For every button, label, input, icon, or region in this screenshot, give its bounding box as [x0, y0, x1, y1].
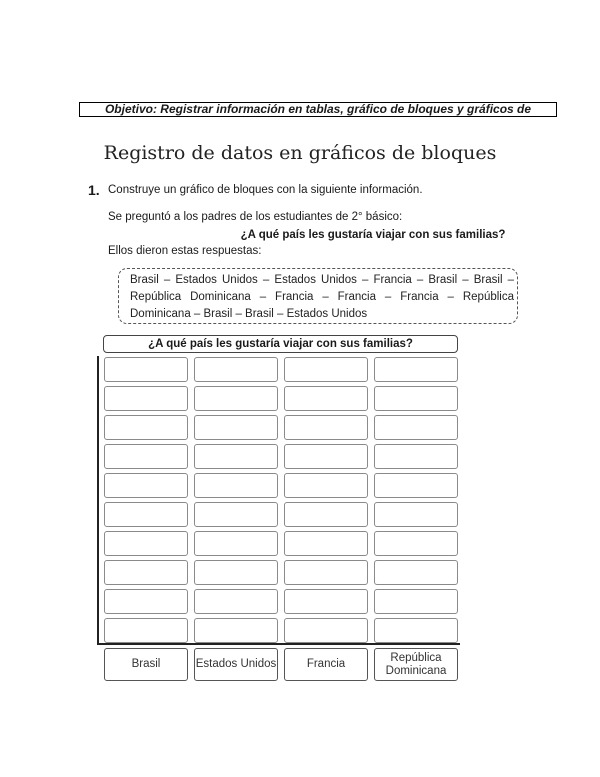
block-cell[interactable] — [104, 560, 188, 585]
block-cell[interactable] — [194, 618, 278, 643]
block-cell[interactable] — [374, 444, 458, 469]
block-cell[interactable] — [374, 502, 458, 527]
exercise-instruction: Construye un gráfico de bloques con la siguiente información. — [108, 184, 423, 196]
block-cell[interactable] — [284, 560, 368, 585]
block-cell[interactable] — [104, 502, 188, 527]
block-cell[interactable] — [284, 618, 368, 643]
block-cell[interactable] — [284, 386, 368, 411]
block-cell[interactable] — [374, 560, 458, 585]
block-column — [374, 356, 458, 643]
block-cell[interactable] — [194, 560, 278, 585]
block-cell[interactable] — [284, 444, 368, 469]
block-cell[interactable] — [194, 531, 278, 556]
block-cell[interactable] — [104, 589, 188, 614]
category-label-estados-unidos: Estados Unidos — [194, 648, 278, 681]
block-cell[interactable] — [104, 531, 188, 556]
block-cell[interactable] — [194, 415, 278, 440]
x-axis — [97, 643, 460, 645]
block-cell[interactable] — [374, 589, 458, 614]
block-column — [284, 356, 368, 643]
block-cell[interactable] — [284, 531, 368, 556]
block-cell[interactable] — [374, 618, 458, 643]
category-label-francia: Francia — [284, 648, 368, 681]
block-cell[interactable] — [374, 473, 458, 498]
block-cell[interactable] — [104, 444, 188, 469]
y-axis — [97, 356, 99, 645]
block-cell[interactable] — [284, 473, 368, 498]
objective-banner: Objetivo: Registrar información en tablas, gráfico de bloques y gráficos de — [79, 102, 557, 117]
category-label-brasil: Brasil — [104, 648, 188, 681]
block-cell[interactable] — [194, 589, 278, 614]
category-label-republica-dominicana: República Dominicana — [374, 648, 458, 681]
block-cell[interactable] — [194, 444, 278, 469]
exercise-number: 1. — [88, 182, 100, 198]
block-cell[interactable] — [374, 531, 458, 556]
block-cell[interactable] — [104, 473, 188, 498]
answers-list: Brasil – Estados Unidos – Estados Unidos – Francia – Brasil – Brasil – República Dominicana – Francia – Francia – Francia – República Dominicana – Brasil – Brasil – Estados Unidos — [130, 274, 514, 320]
block-cell[interactable] — [374, 415, 458, 440]
block-cell[interactable] — [104, 415, 188, 440]
block-cell[interactable] — [104, 618, 188, 643]
block-cell[interactable] — [374, 357, 458, 382]
block-cell[interactable] — [284, 357, 368, 382]
block-cell[interactable] — [194, 357, 278, 382]
block-cell[interactable] — [284, 415, 368, 440]
block-cell[interactable] — [194, 386, 278, 411]
block-column — [104, 356, 188, 643]
context-answers-intro: Ellos dieron estas respuestas: — [108, 245, 262, 257]
block-column — [194, 356, 278, 643]
block-cell[interactable] — [284, 502, 368, 527]
block-cell[interactable] — [104, 386, 188, 411]
block-cell[interactable] — [194, 502, 278, 527]
context-line: Se preguntó a los padres de los estudiantes de 2° básico: — [108, 211, 403, 223]
block-grid — [104, 356, 459, 643]
block-cell[interactable] — [194, 473, 278, 498]
survey-question: ¿A qué país les gustaría viajar con sus familias? — [240, 229, 506, 241]
page-title: Registro de datos en gráficos de bloques — [103, 142, 497, 164]
chart-title: ¿A qué país les gustaría viajar con sus familias? — [103, 335, 458, 353]
block-cell[interactable] — [284, 589, 368, 614]
block-cell[interactable] — [374, 386, 458, 411]
block-cell[interactable] — [104, 357, 188, 382]
